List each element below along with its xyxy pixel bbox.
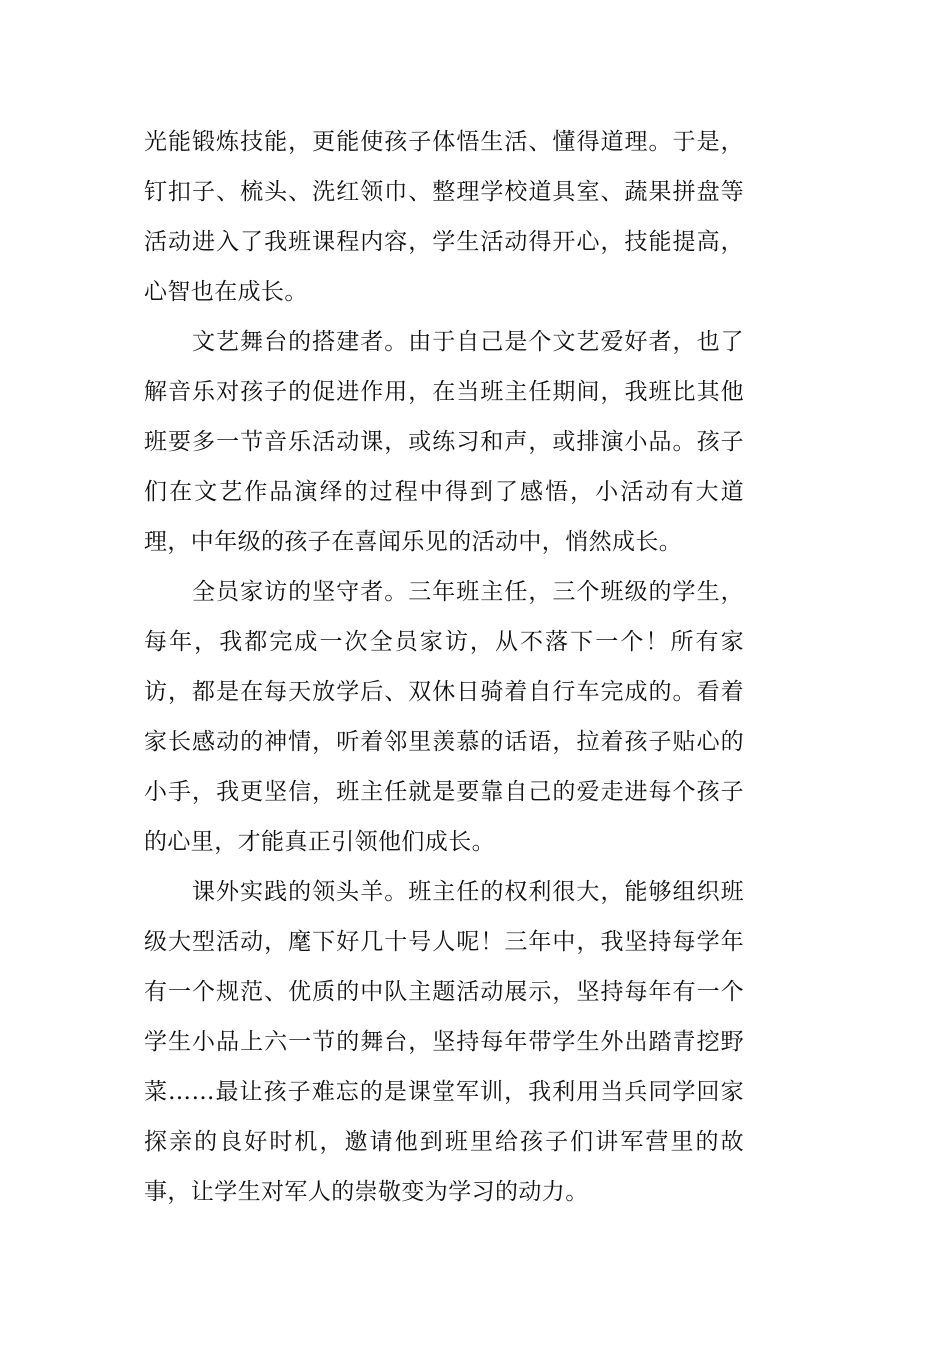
document-body <box>144 117 744 1217</box>
paragraph-home-visits: 全员家访的坚守者。三年班主任，三个班级的学生，每年，我都完成一次全员家访，从不落下一个！所有家访，都是在每天放学后、双休日骑着自行车完成的。看着家长感动的神情，听着邻里羡慕的话语，拉着孩子贴心的小手，我更坚信，班主任就是要靠自己的爱走进每个孩子的心里，才能真正引领他们成长。 <box>144 579 744 855</box>
paragraph-arts-stage: 文艺舞台的搭建者。由于自己是个文艺爱好者，也了解音乐对孩子的促进作用，在当班主任期间，我班比其他班要多一节音乐活动课，或练习和声，或排演小品。孩子们在文艺作品演绎的过程中得到了感悟，小活动有大道理，中年级的孩子在喜闻乐见的活动中，悄然成长。 <box>144 329 744 555</box>
paragraph-outdoor-practice: 课外实践的领头羊。班主任的权利很大，能够组织班级大型活动，麾下好几十号人呢！三年中，我坚持每学年有一个规范、优质的中队主题活动展示，坚持每年有一个学生小品上六一节的舞台，坚持每年带学生外出踏青挖野菜……最让孩子难忘的是课堂军训，我利用当兵同学回家探亲的良好时机，邀请他到班里给孩子们讲军营里的故事，让学生对军人的崇敬变为学习的动力。 <box>144 879 744 1205</box>
paragraph-continuation: 光能锻炼技能，更能使孩子体悟生活、懂得道理。于是，钉扣子、梳头、洗红领巾、整理学校道具室、蔬果拼盘等活动进入了我班课程内容，学生活动得开心，技能提高，心智也在成长。 <box>144 129 744 305</box>
